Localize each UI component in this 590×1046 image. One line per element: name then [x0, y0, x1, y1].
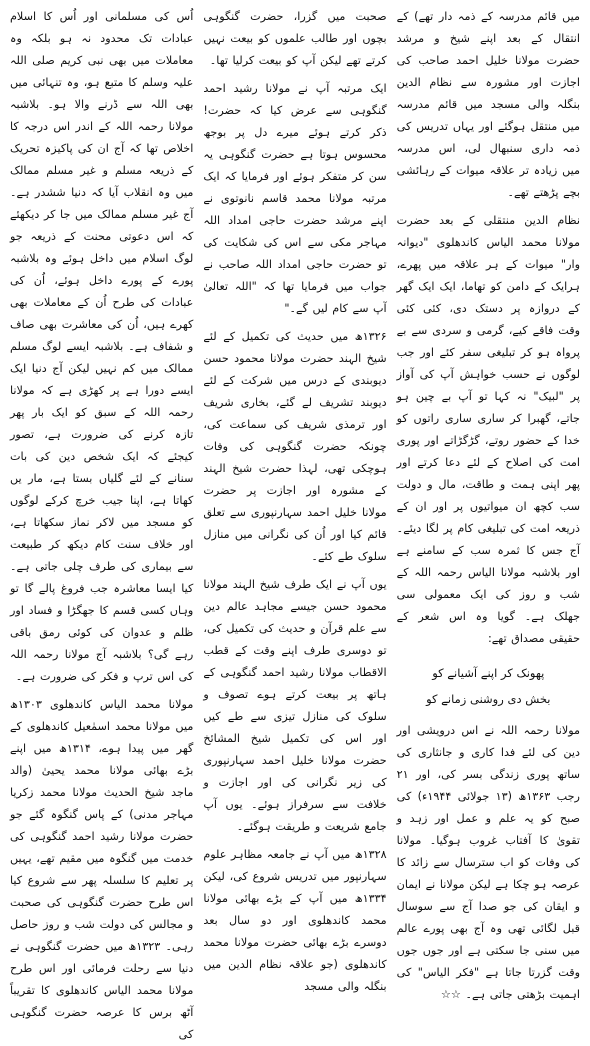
paragraph: یوں آپ نے ایک طرف شیخ الہند مولانا محمود حسن جیسے مجاہد عالم دین سے علم قرآن و حدیث کی تکمیل کی، تو دوسری طرف اپنے وقت کے قطب الاقطاب مولانا رشید احمد گنگوہی کے ہاتھ پر بیعت کرتے ہوے تصوف و سلوک کی منازل تیزی سے طے کیں اور اس کی تکمیل شیخ المشائخ حضرت مولانا خلیل احمد سہارنپوری کی زیر نگرانی کی اور اجازت و خلافت سے سرفراز ہوئے۔ یوں آپ جامع شریعت و طریقت ہوگئے۔: [203, 578, 387, 833]
paragraph: ۱۳۲۶ھ میں حدیث کی تکمیل کے لئے شیخ الہند حضرت مولانا محمود حسن دیوبندی کے درس میں شرکت کے لئے دیوبند تشریف لے گئے، بخاری شریف اور ترمذی شریف کی سماعت کی، چونکہ حضرت گنگوہی کی وفات ہوچکی تھی، لہذا حضرت شیخ الہند کے مشورہ اور اجازت پر حضرت مولانا خلیل احمد سہارنپوری سے تعلق قائم کیا اور اُن کی نگرانی میں منازل سلوک طے کئے۔: [203, 330, 387, 563]
text-column-right: [10, 6, 194, 1041]
paragraph: مولانا رحمہ اللہ نے اس درویشی اور دین کی لئے فدا کاری و جانثاری کی ساتھ پوری زندگی بسر کی، اور ۲۱ رجب ۱۳۶۳ھ (۱۳ جولائی ۱۹۴۴ء) کی صبح کو یہ علم و عمل اور زہد و تقویٰ کا آفتاب غروب ہوگیا۔ مولانا کی وفات کو اب سترسال سے زائد کا عرصہ ہو چکا ہے لیکن مولانا نے ایمان و ایقان کی جو صدا آج سے سوسال قبل لگائی تھی وہ آج بھی پورے عالم میں سنی جا سکتی ہے اور جوں جوں وقت گزرتا جاتا ہے "فکر الیاس" کی اہمیت بڑھتی جاتی ہے۔ ☆☆: [396, 724, 580, 1001]
paragraph: نظام الدین منتقلی کے بعد حضرت مولانا محمد الیاس کاندھلوی "دیوانہ وار" میوات کے ہر علاقہ میں پھرے، ہرایک کے دامن کو تھاما، ایک ایک گھر کے دروازہ پر دستک دی، کئی کئی وقت فاقے کیے، گرمی و سردی سے بے پرواہ ہو کر تبلیغی سفر کئے اور جب لوگوں نے حسب خواہش آپ کی آواز پر "لبیک" نہ کہا تو آپ بے چین ہو جاتے، گھبرا کر ساری ساری راتوں کو خدا کے حضور روتے، گڑگڑاتے اور پوری امت کی اصلاح کے لئے دعا کرتے اور پھر اپنی ہمت و طاقت، مال و دولت سب کچھ ان میواتیوں پر اور ان کے ذریعہ امت کی تبلیغی کام پر لگا دیئے۔ آج جس کا ثمرہ سب کے سامنے ہے اور بلاشبہ مولانا الیاس رحمہ اللہ کے شب و روز کی ایک معمولی سی جھلک ہے۔ گویا وہ اس شعر کے حقیقی مصداق تھے:: [396, 214, 580, 645]
text-column-middle: [203, 6, 387, 993]
verse-line: بخش دی روشنی زمانے کو: [426, 692, 551, 706]
text-column-left: [396, 6, 580, 1001]
poetry-couplet: [397, 660, 580, 712]
paragraph: ۱۳۲۸ھ میں آپ نے جامعہ مظاہر علوم سہارنپور میں تدریس شروع کی، لیکن ۱۳۳۴ھ میں آپ کے بڑے بھائی مولانا محمد کاندھلوی اور دو سال بعد دوسرے بڑے بھائی حضرت مولانا محمد کاندھلوی (جو علاقہ نظام الدین میں بنگلہ والی مسجد: [203, 848, 387, 993]
paragraph: صحبت میں گزرا، حضرت گنگوہی بچوں اور طالب علموں کو بیعت نہیں کرتے تھے لیکن آپ کو بیعت کرلیا تھا۔: [203, 10, 387, 67]
paragraph: اُس کی مسلمانی اور اُس کا اسلام عبادات تک محدود نہ ہو بلکہ وہ معاملات میں بھی نبی کریم صلی اللہ علیہ وسلم کا متبع ہو، وہ تنہائی میں بھی اللہ سے ڈرنے والا ہو۔ بلاشبہ مولانا رحمہ اللہ کے اندر اس درجہ کا اخلاص تھا کہ آج ان کی پاکیزہ تحریک کے ذریعہ مسلم و غیر مسلم ممالک میں وہ انقلاب آیا کہ دنیا ششدر ہے۔ آج غیر مسلم ممالک میں جا کر دیکھئے کہ اس دعوتی محنت کے ذریعہ جو لوگ اسلام میں داخل ہوئے وہ بلاشبہ پورے کے پورے داخل ہوئے، اُن کی عبادات کی طرح اُن کے معاملات بھی کھرے ہیں، اُن کی معاشرت بھی صاف و شفاف ہے۔ بلاشبہ ایسے لوگ مسلم ممالک میں کم نہیں لیکن آج دنیا ایک ایسے دورا ہے پر کھڑی ہے کہ مولانا رحمہ اللہ کے سبق کو ایک بار پھر تازہ کرنے کی ضرورت ہے، تصور کیجئے کہ ایک شخص دین کی بات سنانے کے لئے گلیاں بستا ہے، مار یں کھاتا ہے، اپنا جیب خرچ کرکے لوگوں کو مسجد میں لاکر نماز سکھاتا ہے، اور خلاف سنت کام دیکھ کر طبیعت سے بیماری کی طرف چلی جاتی ہے۔ کیا ایسا معاشرہ جب فروغ پالے گا تو وہاں کسی قسم کا جھگڑا و فساد اور ظلم و عدوان کی کوئی رمق باقی رہے گی؟ بلاشبہ آج مولانا رحمہ اللہ کی اس ترپ و فکر کی ضرورت ہے۔: [10, 10, 194, 683]
paragraph: میں قائم مدرسہ کے ذمہ دار تھے) کے انتقال کے بعد اپنے شیخ و مرشد حضرت مولانا خلیل احمد صاحب کی اجازت اور مشورہ سے نظام الدین بنگلہ والی مسجد میں قائم مدرسہ میں منتقل ہوگئے اور یہاں تدریس کی ذمہ داری سنبھال لی، اس مدرسہ میں زیادہ تر علاقہ میوات کے رہائشی بچے پڑھتے تھے۔: [396, 10, 580, 199]
paragraph: مولانا محمد الیاس کاندھلوی ۱۳۰۳ھ میں مولانا محمد اسمٰعیل کاندھلوی کے گھر میں پیدا ہوے، ۱۳۱۴ھ میں اپنے بڑے بھائی مولانا محمد یحییٰ (والد ماجد شیخ الحدیث مولانا محمد زکریا مہاجر مدنی) کے پاس گنگوہ گئے جو حضرت مولانا رشید احمد گنگوہی کی خدمت میں گنگوہ میں مقیم تھے، یہیں پر تعلیم کا سلسلہ پھر سے شروع کیا اس طرح حضرت گنگوہی کی صحبت و مجالس کی دولت شب و روز حاصل رہی۔ ۱۳۲۳ھ میں حضرت گنگوہی نے دنیا سے رحلت فرمائی اور اس طرح مولانا محمد الیاس کاندھلوی کا تقریباً آٹھ برس کا عرصہ حضرت گنگوہی کی: [10, 698, 194, 1041]
verse-line: پھونک کر اپنے آشیانے کو: [432, 666, 545, 680]
paragraph: ایک مرتبہ آپ نے مولانا رشید احمد گنگوہی سے عرض کیا کہ حضرت! ذکر کرتے ہوئے میرے دل پر بوجھ محسوس ہوتا ہے حضرت گنگوہی یہ سن کر متفکر ہوئے اور فرمایا کہ ایک مرتبہ مولانا محمد قاسم نانوتوی نے اپنے مرشد حضرت حاجی امداد اللہ مہاجر مکی سے اس کی شکایت کی تو حضرت حاجی امداد اللہ صاحب نے جواب میں فرمایا تھا کہ "اللہ تعالیٰ آپ سے کام لیں گے۔": [203, 82, 387, 315]
